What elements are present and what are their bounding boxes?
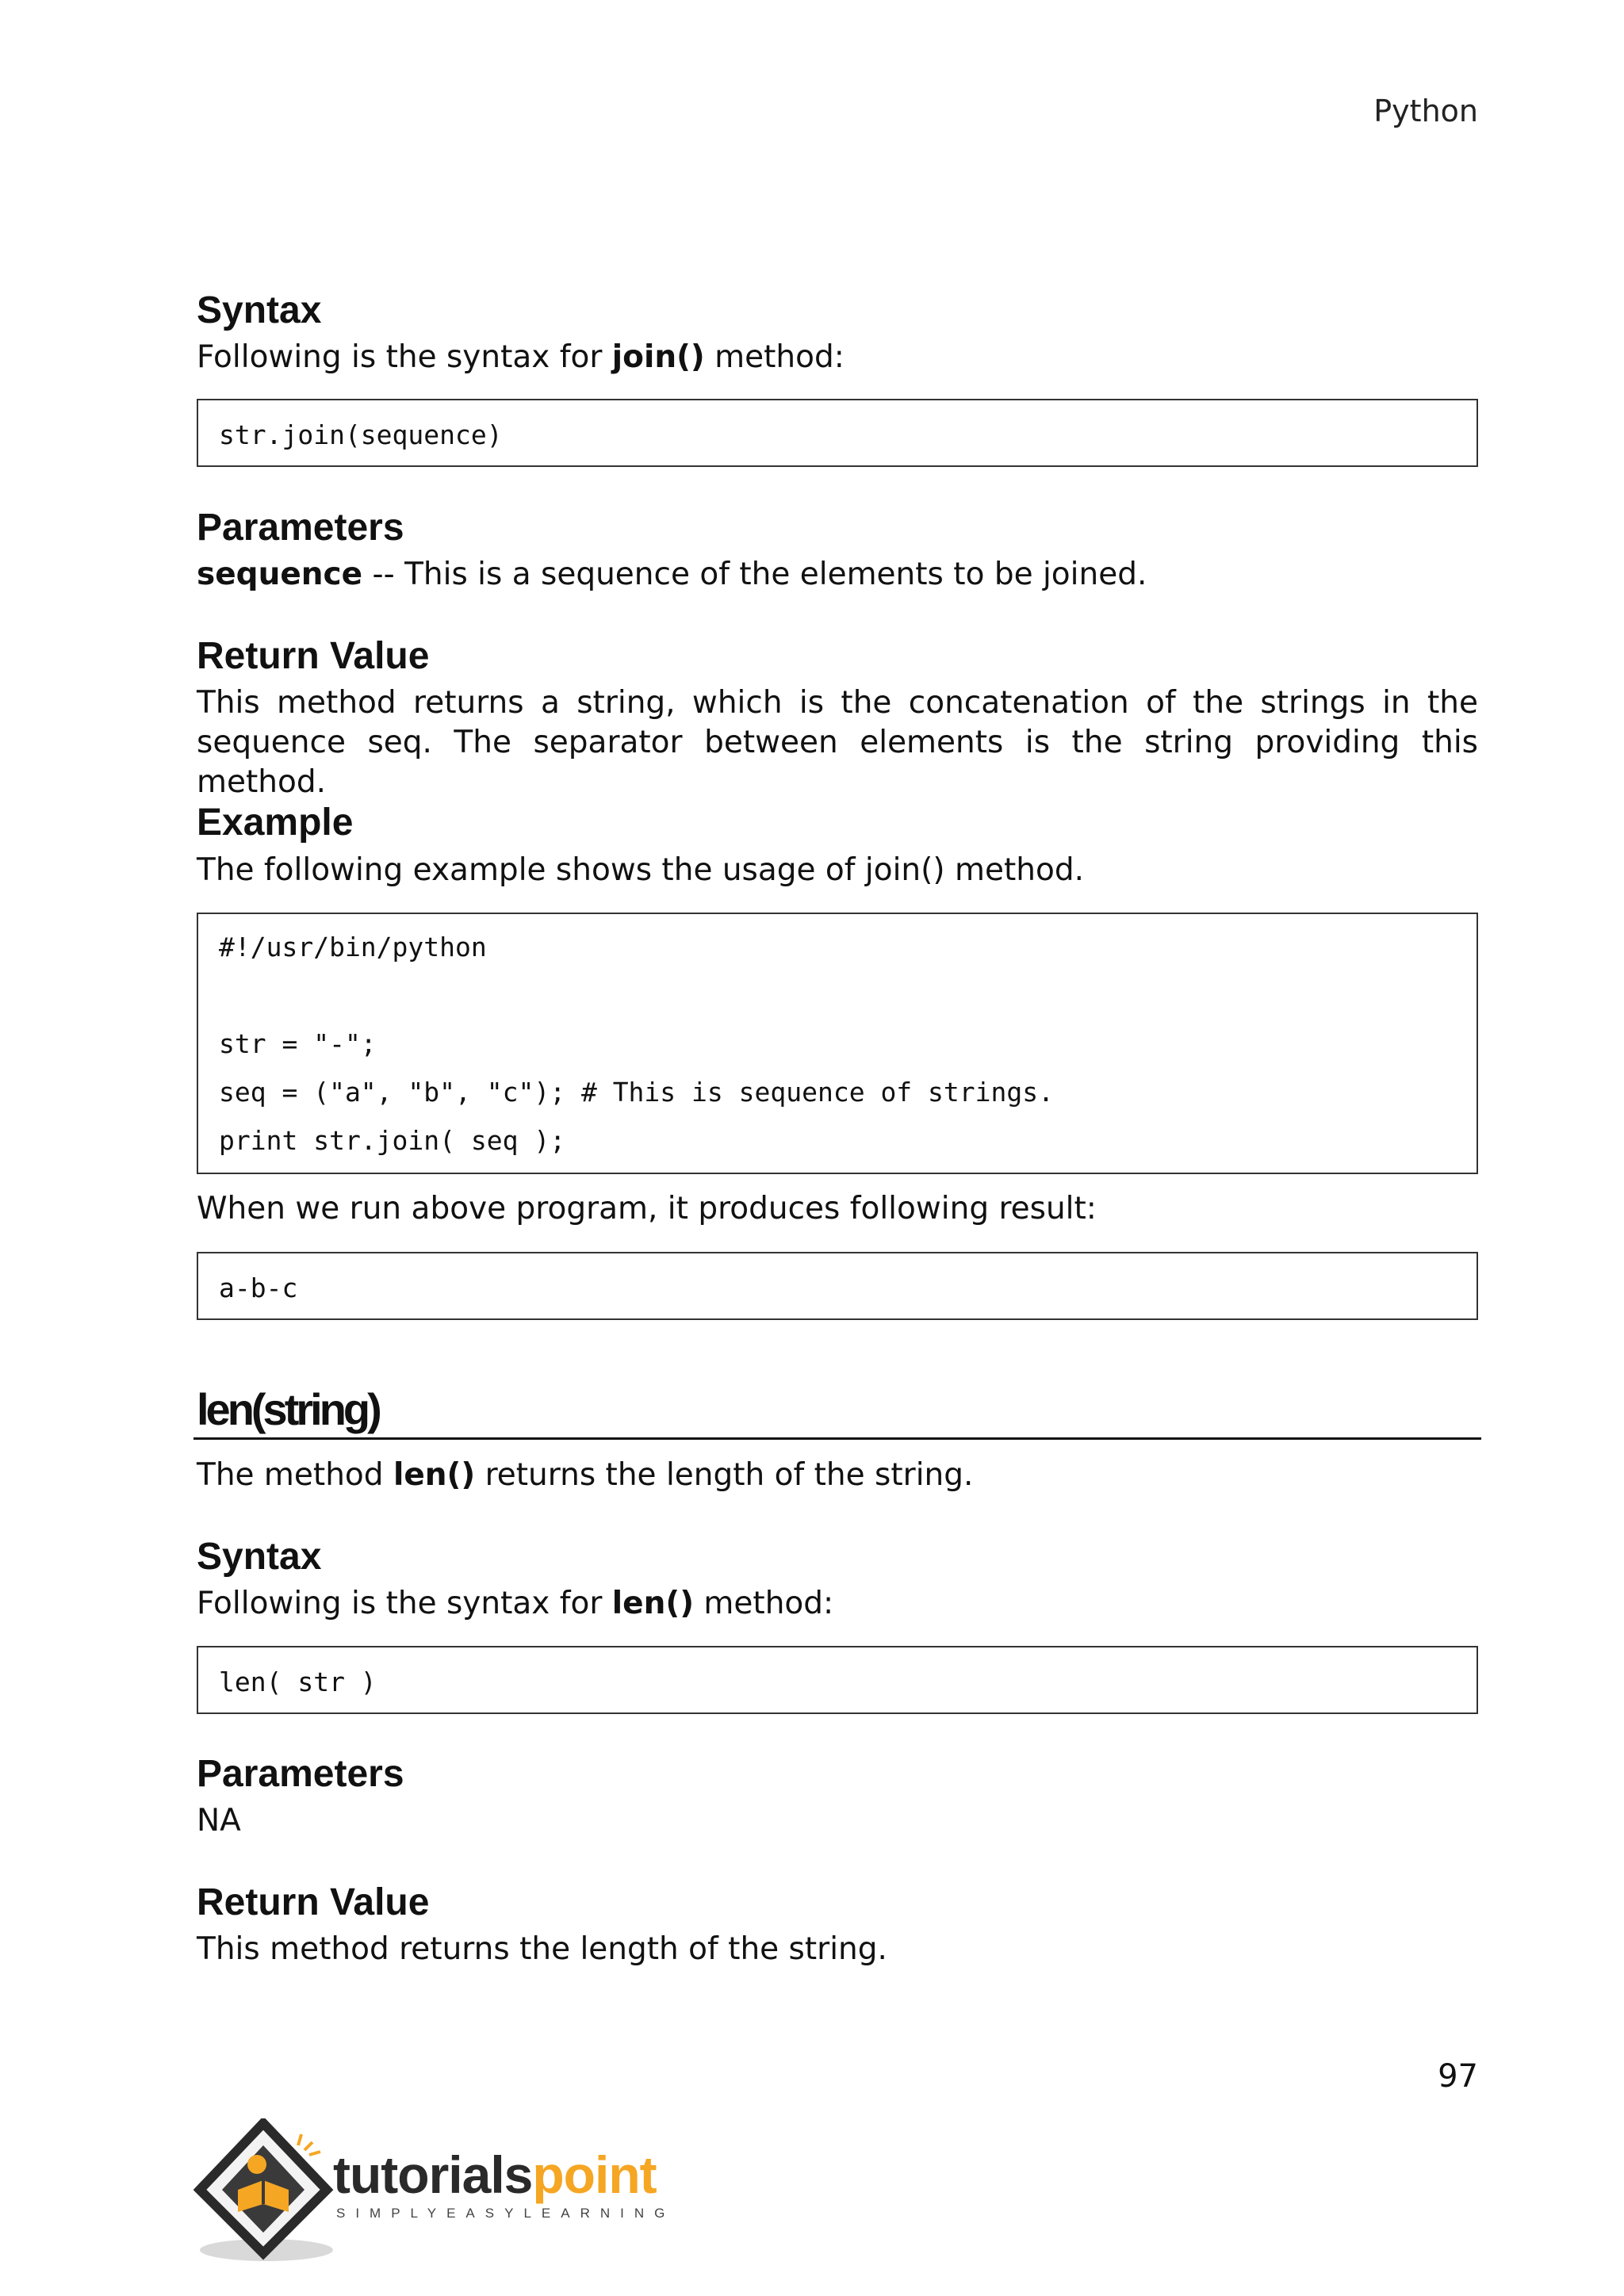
page-number: 97: [1438, 2058, 1478, 2095]
syntax-code-block: [197, 1646, 1478, 1714]
section-title: len(string): [197, 1384, 379, 1434]
example-intro: The following example shows the usage of join() method.: [197, 852, 1084, 888]
code-line: print str.join( seq );: [219, 1125, 566, 1156]
example-code-block: [197, 913, 1478, 1174]
result-code-block: [197, 1252, 1478, 1320]
len-intro: The method len() returns the length of the string.: [197, 1457, 974, 1493]
return-value-text: This method returns a string, which is the concatenation of the strings in the sequence seq. The separator between elements is the string providing this method.: [197, 685, 1478, 800]
logo-wordmark: tutorialspoint: [333, 2145, 657, 2204]
syntax-heading: Syntax: [197, 1536, 322, 1578]
code-line: a-b-c: [219, 1272, 298, 1303]
result-intro: When we run above program, it produces following result:: [197, 1191, 1097, 1226]
parameter-description: sequence -- This is a sequence of the elements to be joined.: [197, 557, 1147, 592]
code-line: str = "-";: [219, 1028, 377, 1059]
parameters-heading: Parameters: [197, 1753, 404, 1795]
return-value-heading: Return Value: [197, 635, 430, 677]
return-value-heading: Return Value: [197, 1881, 430, 1923]
section-divider: [193, 1437, 1481, 1440]
tutorialspoint-logo: [193, 2118, 685, 2264]
code-line: str.join(sequence): [219, 419, 503, 450]
logo-tagline: SIMPLYEASYLEARNING: [336, 2206, 676, 2221]
example-heading: Example: [197, 802, 354, 844]
code-line: #!/usr/bin/python: [219, 932, 487, 962]
code-line: seq = ("a", "b", "c"); # This is sequence of strings.: [219, 1077, 1054, 1108]
return-value-text: This method returns the length of the string.: [197, 1931, 887, 1967]
parameters-text: NA: [197, 1803, 241, 1839]
syntax-code-block: [197, 399, 1478, 467]
code-line: len( str ): [219, 1667, 377, 1697]
syntax-intro: Following is the syntax for join() method:: [197, 339, 845, 375]
syntax-intro: Following is the syntax for len() method:: [197, 1586, 834, 1621]
syntax-heading: Syntax: [197, 289, 322, 331]
parameters-heading: Parameters: [197, 507, 404, 549]
logo-diamond-icon: [193, 2118, 336, 2264]
running-header: Python: [1373, 94, 1478, 128]
